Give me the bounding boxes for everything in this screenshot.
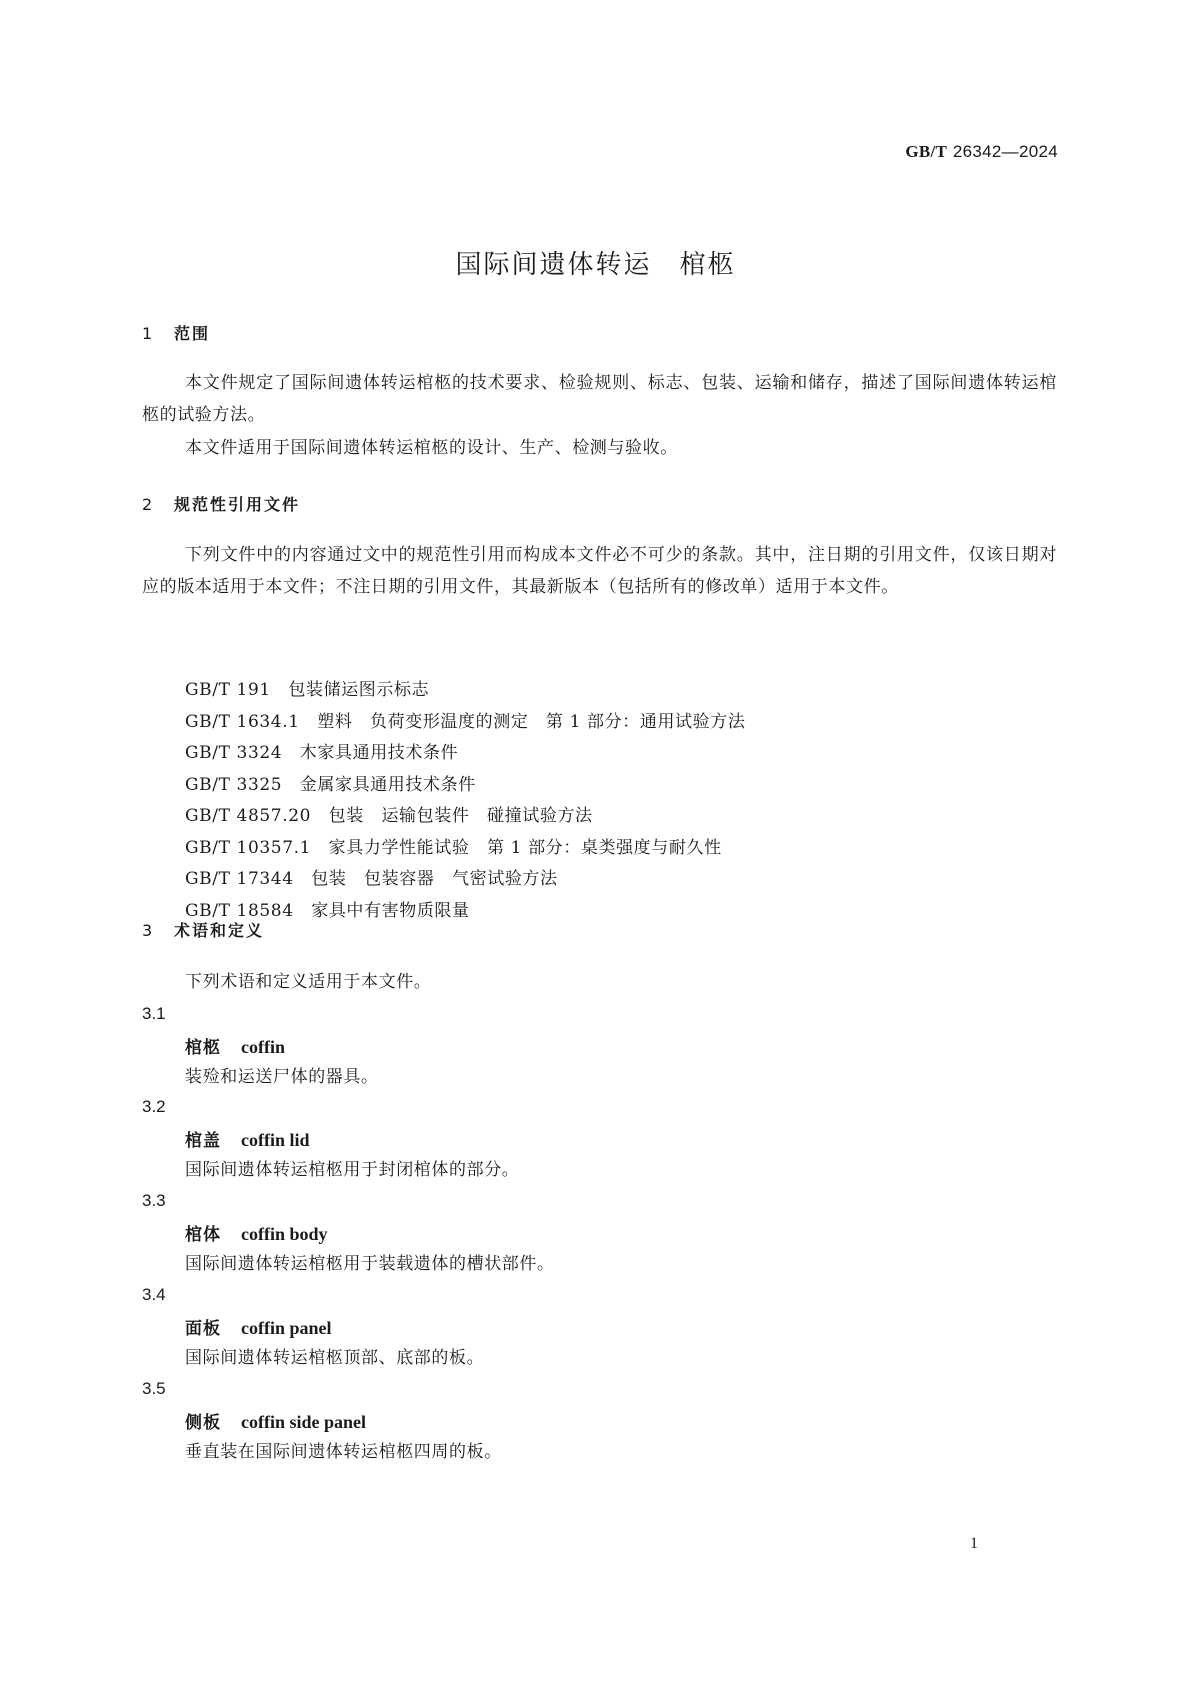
term-definition: 国际间遗体转运棺柩顶部、底部的板。 (185, 1348, 485, 1368)
term-english: coffin (241, 1037, 285, 1057)
term-definition: 装殓和运送尸体的器具。 (185, 1067, 379, 1087)
section-title: 规范性引用文件 (174, 495, 301, 514)
section-number: 3 (142, 921, 153, 940)
section-1-paragraph-1: 本文件规定了国际间遗体转运棺柩的技术要求、检验规则、标志、包装、运输和储存，描述了国际间遗体转运棺柩的试验方法。 (142, 373, 1057, 425)
term-definition: 国际间遗体转运棺柩用于封闭棺体的部分。 (185, 1160, 520, 1180)
section-1-heading (142, 321, 210, 344)
term-english: coffin lid (241, 1130, 310, 1150)
section-3-heading (142, 918, 264, 941)
term-heading (185, 1314, 332, 1339)
term-number: 3.3 (142, 1191, 166, 1210)
term-english: coffin body (241, 1224, 328, 1244)
term-chinese: 棺柩 (185, 1038, 221, 1058)
term-number: 3.1 (142, 1004, 166, 1023)
term-number: 3.4 (142, 1285, 166, 1304)
section-1-paragraph-2: 本文件适用于国际间遗体转运棺柩的设计、生产、检测与验收。 (185, 438, 678, 458)
term-english: coffin side panel (241, 1412, 367, 1432)
term-definition: 垂直装在国际间遗体转运棺柩四周的板。 (185, 1442, 502, 1462)
reference-item: GB/T 4857.20 包装 运输包装件 碰撞试验方法 (185, 806, 593, 826)
section-number: 2 (142, 495, 153, 514)
term-chinese: 面板 (185, 1319, 221, 1339)
reference-item: GB/T 10357.1 家具力学性能试验 第 1 部分：桌类强度与耐久性 (185, 837, 722, 858)
term-heading (185, 1033, 285, 1058)
standard-prefix: GB/T (905, 142, 948, 161)
term-number: 3.5 (142, 1379, 166, 1398)
document-title: 国际间遗体转运 棺柩 (455, 250, 736, 280)
reference-item: GB/T 18584 家具中有害物质限量 (185, 900, 470, 921)
reference-item: GB/T 3324 木家具通用技术条件 (185, 743, 459, 763)
term-english: coffin panel (241, 1318, 332, 1338)
reference-item: GB/T 191 包装储运图示标志 (185, 680, 430, 700)
section-3-intro: 下列术语和定义适用于本文件。 (185, 972, 432, 992)
reference-item: GB/T 17344 包装 包装容器 气密试验方法 (185, 869, 558, 889)
reference-item: GB/T 1634.1 塑料 负荷变形温度的测定 第 1 部分：通用试验方法 (185, 711, 746, 732)
section-title: 术语和定义 (174, 921, 265, 940)
term-heading (185, 1220, 328, 1245)
term-chinese: 棺盖 (185, 1131, 221, 1151)
normative-references-list (185, 675, 745, 927)
term-number: 3.2 (142, 1097, 166, 1116)
term-heading (185, 1408, 366, 1433)
term-heading (185, 1126, 310, 1151)
section-title: 范围 (174, 324, 211, 343)
term-chinese: 棺体 (185, 1225, 221, 1245)
section-2-heading (142, 492, 300, 515)
term-chinese: 侧板 (185, 1413, 221, 1433)
standard-number: 26342—2024 (952, 142, 1058, 161)
term-definition: 国际间遗体转运棺柩用于装载遗体的槽状部件。 (185, 1254, 555, 1274)
section-number: 1 (142, 324, 153, 343)
section-2-intro: 下列文件中的内容通过文中的规范性引用而构成本文件必不可少的条款。其中，注日期的引用文件，仅该日期对应的版本适用于本文件；不注日期的引用文件，其最新版本（包括所有的修改单）适用于本文件。 (142, 545, 1057, 597)
reference-item: GB/T 3325 金属家具通用技术条件 (185, 774, 476, 795)
standard-code (905, 142, 1058, 162)
page-number: 1 (970, 1535, 978, 1552)
